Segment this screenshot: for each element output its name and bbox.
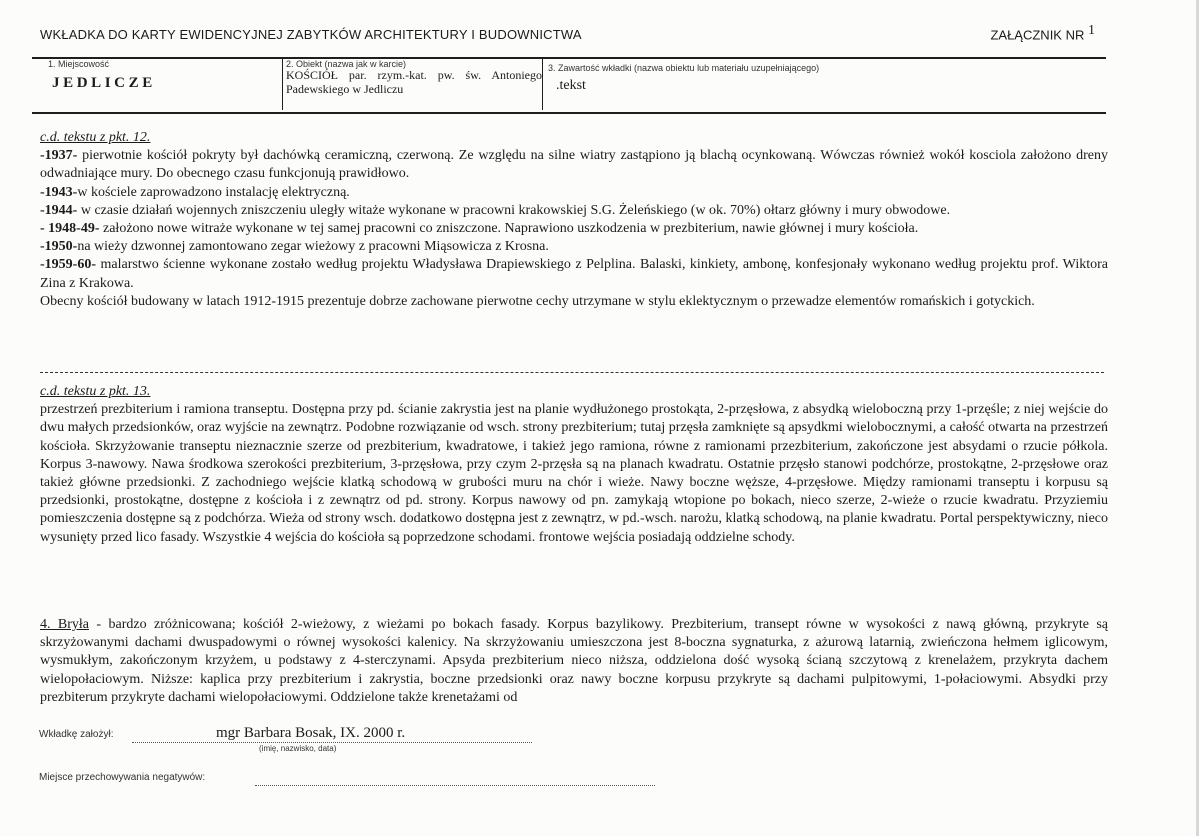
form-title: WKŁADKA DO KARTY EWIDENCYJNEJ ZABYTKÓW ARCHITEKTURY I BUDOWNICTWA (40, 27, 582, 42)
entry-1937: -1937- pierwotnie kościół pokryty był dachówką ceramiczną, czerwoną. Ze względu na silne wiatry zastąpiono ją blachą ocynkowaną. Wówczas również wokół kosciola założono dreny odwadniające mury. Do obecnego czasu funkcjonują prawidłowo. (40, 148, 1108, 182)
entry-1944: -1944- w czasie działań wojennych zniszczeniu uległy witaże wykonane w pracowni krakowskiej S.G. Żeleńskiego (w ok. 70%) ołtarz główny i mury obwodowe. (40, 202, 951, 218)
field-divider-2 (542, 59, 543, 110)
section-13 (40, 383, 1108, 547)
header-bottom-rule (32, 112, 1106, 114)
author-line (132, 742, 532, 743)
top-rule (32, 57, 1106, 59)
section-13-text: przestrzeń prezbiterium i ramiona transeptu. Dostępna przy pd. ścianie zakrystia jest na planie wydłużonego prostokąta, 2-przęsłowa, z absydką wieloboczną przy 1-przęśle; z niej wejście do dwu małych przedsionków, oraz wyjście na zewnątrz. Podobne rozwiązanie od wsch. strony prezbiterium; tutaj przęsła zamknięte są apsydkmi wielobocznymi, a całość otwarta na przestrzeń kościoła. Skrzyżowanie transeptu nieznacznie szerze od prezbiterium, kwadratowe, i takież jego ramiona, równe z ramionami przezbiterium, zakończone jest absydami o rzucie półkola. Korpus 3-nawowy. Nawa środkowa szerokości prezbiterium, 3-przęsłowa, przy czym 2-przęsła są na planach kwadratu. Ostatnie przęsło stanowi podchórze, prostokątne, 2-przęsłowe oraz takież główne przedsionki. Z zachodniego wejście klatką schodową w grubości muru na chór i wieże. Nawy boczne węższe, 4-przęsłowe. Między ramionami transeptu i korpusu są przedsionki, prostokątne, dostępne z kościoła i z zewnątrz od pd. strony. Korpus nawowy od pn. zamykają wtopione po bokach, nieco szerze, 2-wieże o rzucie kwadratu. Przyziemiu pomieszczenia dostępne są z podchórza. Wieża od strony wsch. dodatkowo dostępna jest z zewnątrz, w pd.-wsch. narożu, klatką schodową, na planie kwadratu. Portal perspektywiczny, nieco wysunięty przed lico fasady. Wszystkie 4 wejścia do kościoła są poprzedzone schodami. frontowe wejścia posiadają oddzielne schody. (40, 402, 1108, 545)
negatives-line (255, 785, 655, 786)
author-hint: (imię, nazwisko, data) (259, 744, 337, 753)
annex-number (990, 23, 1095, 42)
content-value: .tekst (556, 78, 586, 93)
object-value: KOŚCIÓŁ par. rzym.-kat. pw. św. Antoniego Padewskiego w Jedliczu (286, 68, 542, 96)
section-12 (40, 129, 1108, 311)
section-4 (40, 616, 1108, 707)
place-value: JEDLICZE (52, 75, 156, 91)
author-value: mgr Barbara Bosak, IX. 2000 r. (216, 725, 406, 741)
entry-summary: Obecny kościół budowany w latach 1912-1915 prezentuje dobrze zachowane pierwotne cechy utrzymane w stylu eklektycznym o przewadze elementów romańskich i gotyckich. (40, 293, 1035, 309)
entry-1948: - 1948-49- założono nowe witraże wykonane w tej samej pracowni co zniszczone. Naprawiono uszkodzenia w prezbiterium, nawie głównej i mury kościoła. (40, 221, 919, 237)
object-label: 2. Obiekt (nazwa jak w karcie) (286, 59, 407, 69)
section-4-heading: 4. Bryła (40, 617, 90, 632)
entry-1950: -1950-na wieży dzwonnej zamontowano zegar wieżowy z pracowni Miąsowicza z Krosna. (40, 239, 549, 255)
negatives-label: Miejsce przechowywania negatywów: (39, 772, 206, 783)
annex-label: ZAŁĄCZNIK NR (990, 27, 1085, 43)
annex-value: 1 (1088, 23, 1095, 38)
section-13-heading: c.d. tekstu z pkt. 13. (40, 384, 151, 399)
dashed-separator (40, 372, 1104, 373)
content-label: 3. Zawartość wkładki (nazwa obiektu lub materiału uzupełniającego) (548, 63, 820, 73)
author-label: Wkładkę założył: (39, 729, 114, 740)
entry-1943: -1943-w kościele zaprowadzono instalację elektryczną. (40, 184, 350, 200)
section-4-text: - bardzo zróżnicowana; kościół 2-wieżowy, z wieżami po bokach fasady. Korpus bazylikowy. Prezbiterium, transept równe w wysokości z nawą główną, przykryte są skrzyżowanymi dachami dwuspadowymi o równej wysokości kalenicy. Na skrzyżowaniu umieszczona jest 8-boczna sygnaturka, z ażurową latarnią, zwieńczona hełmem iglicowym, wysmukłym, zakończonym krzyżem, u podstawy z 4-sterczynami. Apsyda prezbiterium nieco niższa, oddzielona dość wysoką ścianą szczytową z krenelażem, przykryta dachem wielopołaciowym. Niższe: kaplica przy prezbiterium i zakrystia, boczne przedsionki oraz nawy boczne korpusu przykryte są dachami pulpitowymi, 1-połaciowymi. Absydki przy prezbiterum przykryte dachami wielopołaciowymi. Oddzielone także krenetażami od (40, 617, 1108, 705)
place-label: 1. Miejscowość (48, 59, 110, 69)
entry-1959: -1959-60- malarstwo ścienne wykonane zostało według projektu Władysława Drapiewskiego z Pelplina. Balaski, kinkiety, ambonę, konfesjonały wykonano według projektu prof. Wiktora Zina z Krakowa. (40, 257, 1108, 291)
section-12-heading: c.d. tekstu z pkt. 12. (40, 130, 151, 145)
field-divider-1 (282, 59, 283, 110)
